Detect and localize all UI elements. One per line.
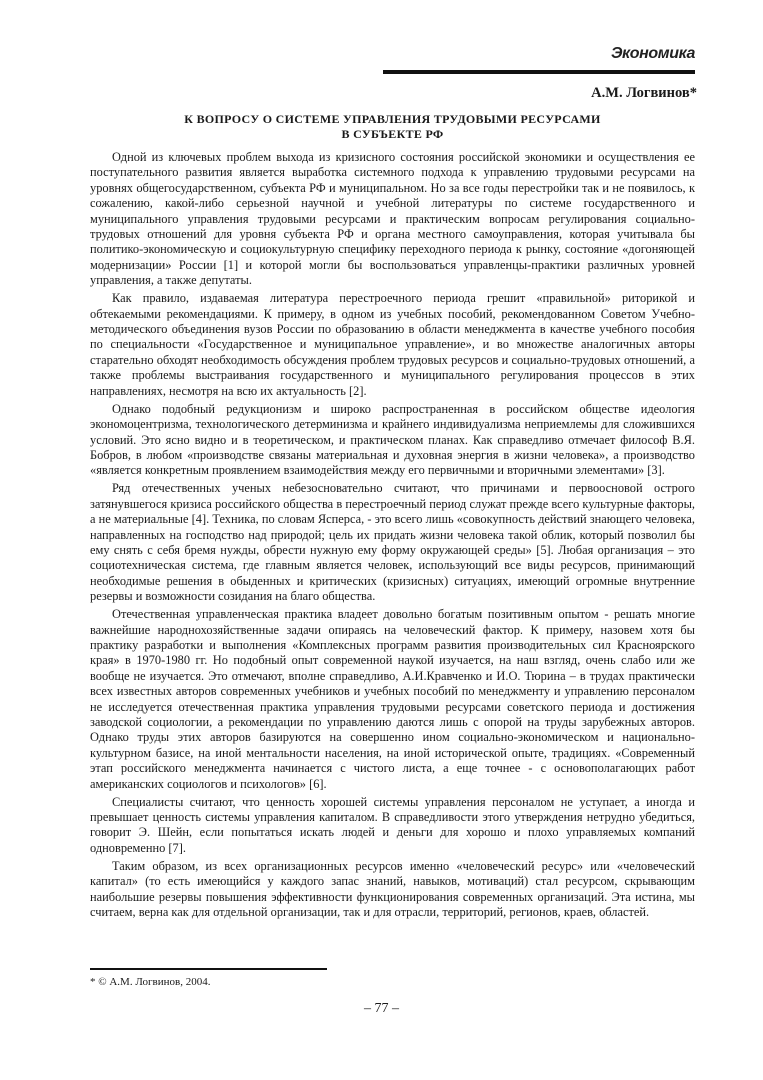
footnote: * © А.М. Логвинов, 2004. [90,976,211,988]
title-line-2: В СУБЪЕКТЕ РФ [341,127,444,141]
page-number: – 77 – [364,1001,399,1016]
paragraph: Ряд отечественных ученых небезосновательно считают, что причинами и первоосновой острого затянувшегося кризиса российского общества в перестроечный период служат прежде всего культурные факторы, а не материальные [4]. Техника, по словам Ясперса, - это всего лишь «совокупность действий знающего человека, направленных на господство над природой; цель их придать жизни человека такой облик, который позволил бы ему снять с себя бремя нужды, обрести нужную ему форму окружающей среды» [5]. Любая организация – это социотехническая система, где главным является человек, использующий все виды ресурсов, принимающий необходимые решения в обыденных и критических (кризисных) ситуациях, имеющий огромные внутренние резервы и возможности созидания на благо общества. [90,481,695,604]
paragraph: Одной из ключевых проблем выхода из кризисного состояния российской экономики и осуществления ее поступательного развития является выработка системного подхода к управлению трудовыми ресурсами на уровнях общегосударственном, субъекта РФ и муниципальном. Но за все годы перестройки так и не появилось, к сожалению, какой-либо серьезной научной и учебной литературы по системе государственного и муниципального управления трудовыми ресурсами и практическим вопросам регулирования социально-трудовых отношений для уровня субъекта РФ и органа местного самоуправления, которая учитывала бы политико-экономическую и социокультурную специфику переходного периода к рынку, состояние «догоняющей модернизации» России [1] и которой могли бы воспользоваться управленцы-практики различных уровней управления, а также депутаты. [90,150,695,288]
header-rule [383,70,695,74]
paragraph: Таким образом, из всех организационных ресурсов именно «человеческий ресурс» или «человеческий капитал» (то есть имеющийся у каждого запас знаний, навыков, мотиваций) стал ресурсом, скрывающим наибольшие резервы повышения эффективности функционирования современных организаций. Эта истина, мы считаем, верна как для отдельной организации, так и для отрасли, территорий, регионов, краев, областей. [90,858,695,920]
title-line-1: К ВОПРОСУ О СИСТЕМЕ УПРАВЛЕНИЯ ТРУДОВЫМИ РЕСУРСАМИ [184,112,601,126]
footnote-rule [90,968,327,970]
running-header [383,44,695,70]
paragraph: Специалисты считают, что ценность хорошей системы управления персоналом не уступает, а иногда и превышает ценность системы управления капиталом. В справедливости этого утверждения нетрудно убедиться, говорит Э. Шейн, если попытаться искать людей и деньги для хорошо и плохо управляемых компаний одновременно [7]. [90,794,695,855]
paragraph: Как правило, издаваемая литература перестроечного периода грешит «правильной» риторикой и обтекаемыми рекомендациями. К примеру, в одном из учебных пособий, рекомендованном Советом Учебно-методического объединения вузов России по образованию в области менеджмента в качестве учебного пособия по специальности «Государственное и муниципальное управление», и во множестве аналогичных авторы старательно обходят необходимость обсуждения проблем трудовых ресурсов и социально-трудовых отношений, а также проблемы выстраивания государственного и муниципального регулирования процессов в этих направлениях, несмотря на всю их актуальность [2]. [90,291,695,398]
paragraph: Однако подобный редукционизм и широко распространенная в российском обществе идеология экономоцентризма, технологического детерминизма и крайнего индивидуализма неприемлемы для сложившихся условий. Это ясно видно и в теоретическом, и практическом планах. Как справедливо отмечает философ В.Я. Бобров, в любом «производстве связаны материальная и духовная энергия в жизни человека», а производство «является конкретным проявлением взаимодействия между его первичными и вторичными элементами» [3]. [90,401,695,478]
article-title [90,112,695,142]
article-body [90,150,695,923]
section-title: Экономика [610,45,695,62]
paragraph: Отечественная управленческая практика владеет довольно богатым позитивным опытом - решать многие важнейшие народнохозяйственные задачи опираясь на человеческий фактор. К примеру, назовем хотя бы практику разработки и выполнения «Комплексных программ развития производительных сил Красноярского края» в 1970-1980 гг. Но подобный опыт современной наукой изучается, на наш взгляд, очень слабо или же вообще не изучается. Это отмечают, вполне справедливо, А.И.Кравченко и И.О. Тюрина – в трудах практически всех известных авторов современных учебников и учебных пособий по менеджменту и управлению персоналом не исследуется отечественная практика управления трудовыми ресурсами советского периода и достижения заводской социологии, а рекомендации по управлению даются лишь с опорой на труды зарубежных авторов. Однако труды этих авторов базируются на совершенно ином социально-экономическом и национально-культурном базисе, на иной ментальности населения, на иной исторической опыте, традициях. «Современный этап российского менеджмента начинается с чистого листа, а еще точнее - с основополагающих работ американских социологов и психологов» [6]. [90,607,695,791]
author-name: А.М. Логвинов* [591,85,697,101]
